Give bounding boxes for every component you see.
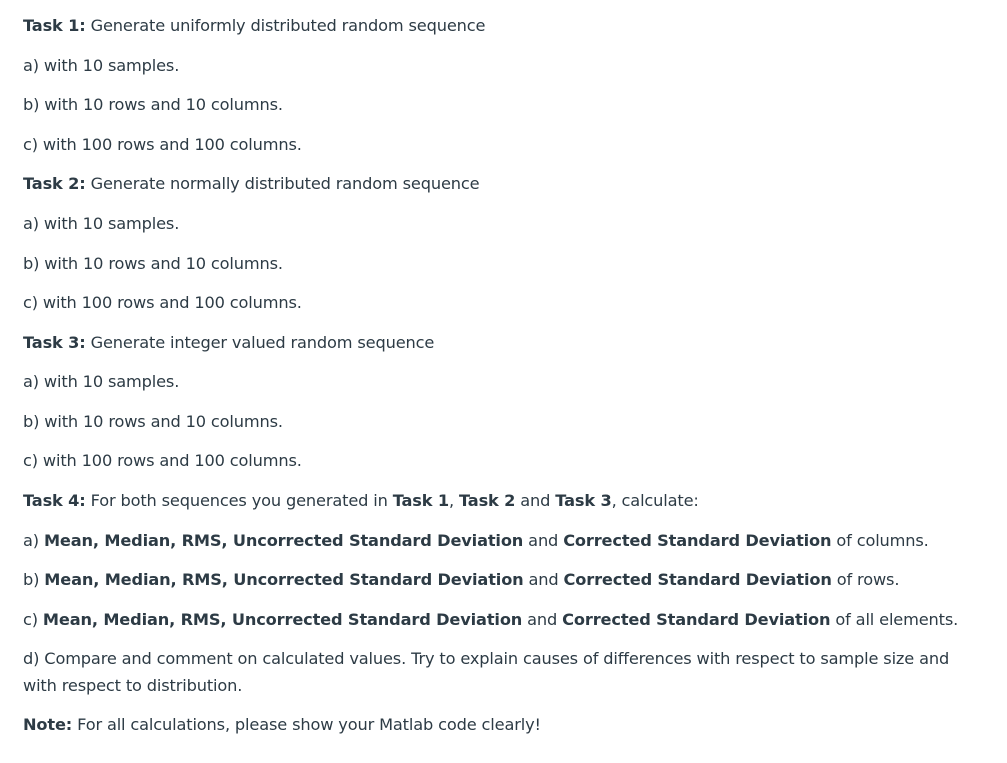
task-4-ref-2: Task 2 <box>459 491 516 510</box>
task-1-heading <box>23 12 967 39</box>
task-1-text: Generate uniformly distributed random sequence <box>85 16 486 35</box>
task-4-item-a-term-2: Corrected Standard Deviation <box>563 531 832 550</box>
task-3-heading <box>23 329 967 356</box>
task-4-item-b <box>23 566 967 593</box>
task-3-item-a: a) with 10 samples. <box>23 372 180 391</box>
task-4-item-c <box>23 606 967 633</box>
task-1-item-a: a) with 10 samples. <box>23 56 180 75</box>
task-3-item-b: b) with 10 rows and 10 columns. <box>23 412 283 431</box>
task-4-item-b-terms: Mean, Median, RMS, Uncorrected Standard Deviation <box>44 570 524 589</box>
task-2-label: Task 2: <box>23 174 86 193</box>
note-text: For all calculations, please show your Matlab code clearly! <box>72 715 541 734</box>
task-4-item-b-suffix: of rows. <box>831 570 900 589</box>
task-4-item-b-term-2: Corrected Standard Deviation <box>563 570 832 589</box>
task-4-item-a <box>23 527 967 554</box>
task-3-label: Task 3: <box>23 333 86 352</box>
task-4-intro-post: , calculate: <box>611 491 699 510</box>
task-4-item-a-prefix: a) <box>23 531 44 550</box>
task-4-heading <box>23 487 967 514</box>
task-4-item-b-prefix: b) <box>23 570 45 589</box>
task-4-item-c-terms: Mean, Median, RMS, Uncorrected Standard Deviation <box>42 610 523 629</box>
task-4-item-c-mid: and <box>522 610 563 629</box>
task-3-text: Generate integer valued random sequence <box>85 333 435 352</box>
note <box>23 711 967 738</box>
task-4-intro-pre: For both sequences you generated in <box>85 491 393 510</box>
task-4-ref-3: Task 3 <box>555 491 612 510</box>
task-4-item-a-suffix: of columns. <box>831 531 929 550</box>
task-4-ref-1: Task 1 <box>392 491 449 510</box>
task-4-label: Task 4: <box>23 491 86 510</box>
task-2-text: Generate normally distributed random sequence <box>85 174 480 193</box>
task-1-label: Task 1: <box>23 16 86 35</box>
task-1-item-b: b) with 10 rows and 10 columns. <box>23 95 283 114</box>
task-4-sep-1: , <box>449 491 459 510</box>
task-4-item-a-terms: Mean, Median, RMS, Uncorrected Standard Deviation <box>43 531 524 550</box>
task-2-item-c: c) with 100 rows and 100 columns. <box>23 293 302 312</box>
task-1-item-c: c) with 100 rows and 100 columns. <box>23 135 302 154</box>
task-4-item-c-term-2: Corrected Standard Deviation <box>562 610 831 629</box>
note-label: Note: <box>23 715 73 734</box>
task-4-item-c-prefix: c) <box>23 610 43 629</box>
task-3-item-c: c) with 100 rows and 100 columns. <box>23 451 302 470</box>
task-4-item-c-suffix: of all elements. <box>830 610 959 629</box>
task-2-item-a: a) with 10 samples. <box>23 214 180 233</box>
task-4-item-d: d) Compare and comment on calculated values. Try to explain causes of differences with respect to sample size and with respect to distribution. <box>23 649 950 695</box>
task-4-item-b-mid: and <box>523 570 564 589</box>
task-4-item-a-mid: and <box>523 531 564 550</box>
task-4-sep-2: and <box>515 491 556 510</box>
task-2-item-b: b) with 10 rows and 10 columns. <box>23 254 283 273</box>
task-2-heading <box>23 170 967 197</box>
